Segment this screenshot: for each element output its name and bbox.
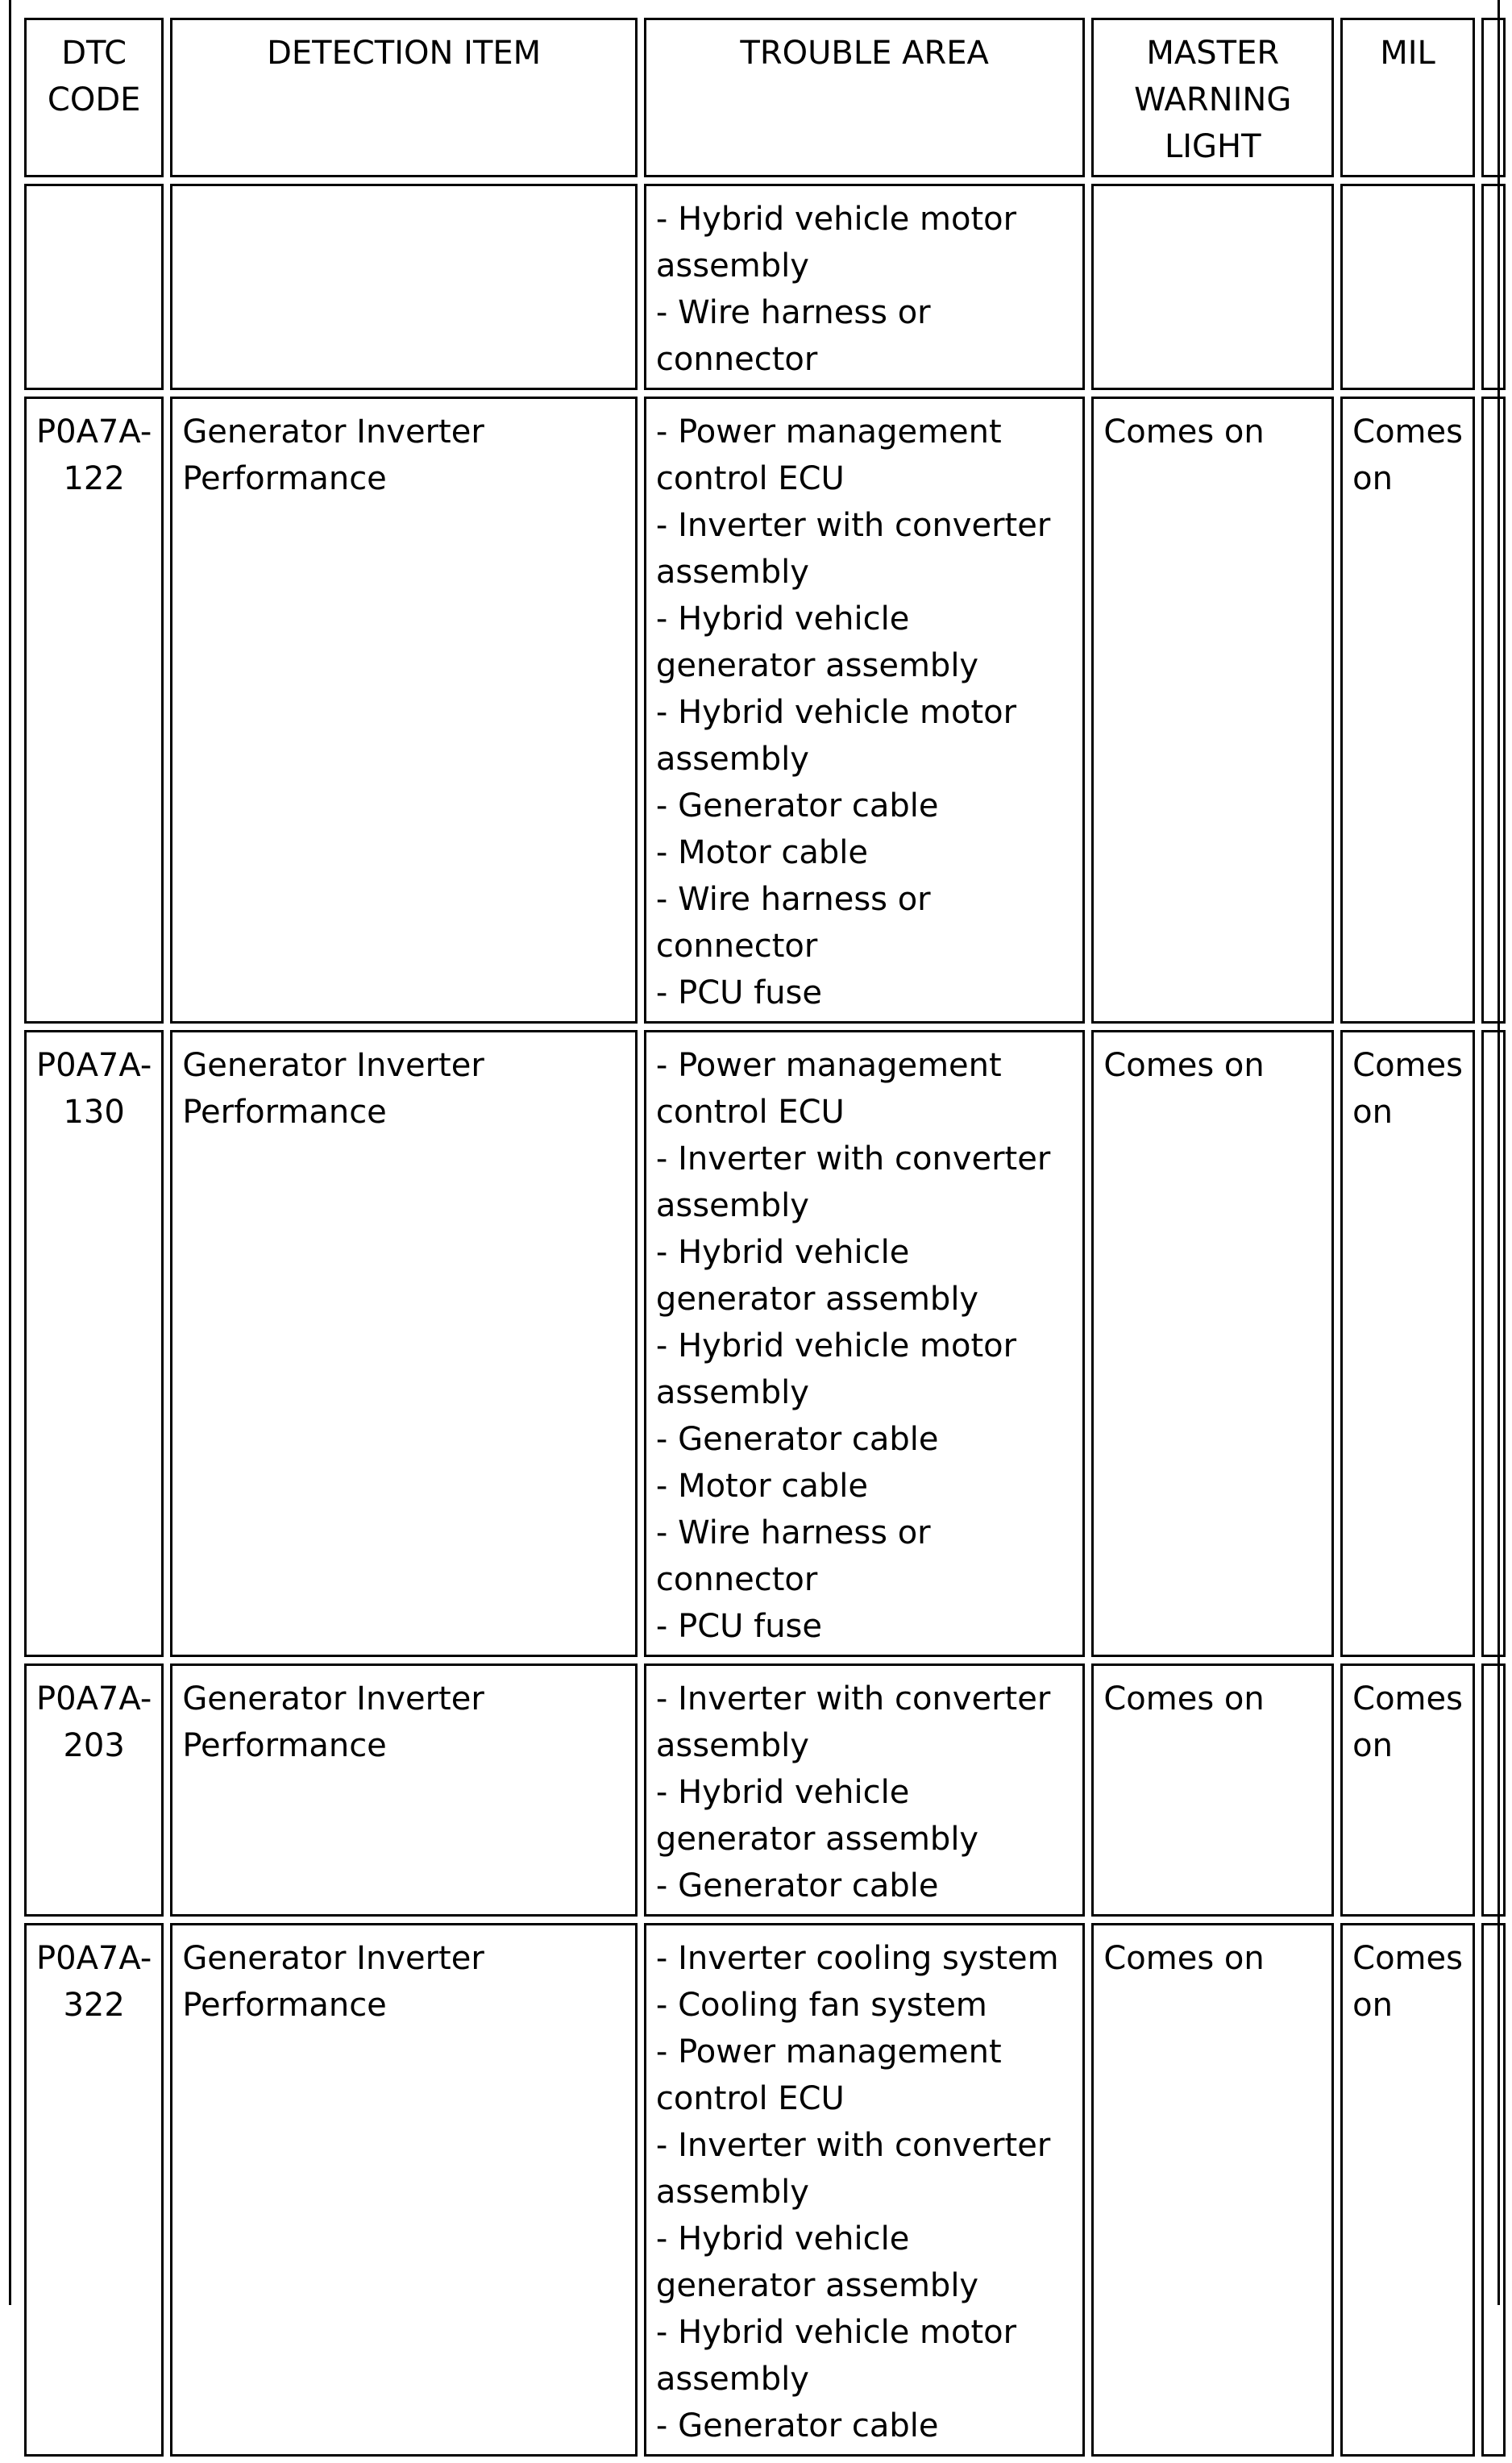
mil-cell [1340, 184, 1475, 390]
trouble-area-line: - Generator cable [655, 2407, 939, 2444]
dtc-code-cell: P0A7A-203 [24, 1663, 164, 1917]
master-warning-light-cell: Comes on [1091, 1923, 1334, 2457]
dtc-code-cell [24, 184, 164, 390]
trouble-area-line: - Wire harness or connector [655, 1514, 931, 1598]
cut-off-cell [1481, 184, 1506, 390]
header-master-warning-light: MASTER WARNING LIGHT [1091, 18, 1334, 177]
page-left-border [9, 0, 11, 2305]
trouble-area-line: - Hybrid vehicle generator assembly [655, 1774, 979, 1858]
trouble-area-cell [644, 184, 1085, 390]
trouble-area-line: - Power management control ECU [655, 2033, 1002, 2117]
trouble-area-line: - Inverter with converter assembly [655, 2127, 1051, 2211]
trouble-area-cell [644, 1030, 1085, 1657]
mil-cell: Comes on [1340, 1030, 1475, 1657]
trouble-area-line: - Hybrid vehicle motor assembly [655, 201, 1017, 285]
trouble-area-line: - Hybrid vehicle generator assembly [655, 600, 979, 684]
master-warning-light-cell: Comes on [1091, 1030, 1334, 1657]
trouble-area-line: - Wire harness or connector [655, 294, 931, 378]
cut-off-cell [1481, 1663, 1506, 1917]
detection-item-cell: Generator Inverter Performance [170, 1030, 638, 1657]
master-warning-light-cell: Comes on [1091, 397, 1334, 1024]
trouble-area-line: - Inverter with converter assembly [655, 507, 1051, 591]
mil-cell: Comes on [1340, 397, 1475, 1024]
trouble-area-line: - Generator cable [655, 787, 939, 824]
trouble-area-line: - Hybrid vehicle generator assembly [655, 2220, 979, 2304]
trouble-area-line: - Power management control ECU [655, 413, 1002, 497]
header-mil: MIL [1340, 18, 1475, 177]
trouble-area-cell [644, 1923, 1085, 2457]
header-trouble-area: TROUBLE AREA [644, 18, 1085, 177]
trouble-area-line: - Motor cable [655, 1468, 868, 1505]
trouble-area-line: - Generator cable [655, 1421, 939, 1458]
table-row-continuation [24, 184, 1506, 390]
cut-off-cell [1481, 1030, 1506, 1657]
master-warning-light-cell [1091, 184, 1334, 390]
detection-item-cell [170, 184, 638, 390]
dtc-code-cell: P0A7A-122 [24, 397, 164, 1024]
table-row [24, 1923, 1506, 2457]
trouble-area-line: - Inverter cooling system [655, 1940, 1059, 1977]
table-row [24, 1663, 1506, 1917]
trouble-area-line: - Motor cable [655, 834, 868, 871]
trouble-area-line: - Cooling fan system [655, 1987, 987, 2024]
mil-cell: Comes on [1340, 1923, 1475, 2457]
trouble-area-line: - Wire harness or connector [655, 881, 931, 965]
detection-item-cell: Generator Inverter Performance [170, 1923, 638, 2457]
trouble-area-line: - Hybrid vehicle motor assembly [655, 694, 1017, 778]
trouble-area-line: - PCU fuse [655, 974, 822, 1011]
trouble-area-line: - Power management control ECU [655, 1047, 1002, 1131]
trouble-area-line: - PCU fuse [655, 1608, 822, 1645]
detection-item-cell: Generator Inverter Performance [170, 1663, 638, 1917]
master-warning-light-cell: Comes on [1091, 1663, 1334, 1917]
trouble-area-line: - Generator cable [655, 1867, 939, 1904]
detection-item-cell: Generator Inverter Performance [170, 397, 638, 1024]
header-detection-item: DETECTION ITEM [170, 18, 638, 177]
trouble-area-line: - Hybrid vehicle motor assembly [655, 2314, 1017, 2398]
trouble-area-line: - Hybrid vehicle generator assembly [655, 1234, 979, 1318]
dtc-table [18, 11, 1512, 2463]
cut-off-cell [1481, 1923, 1506, 2457]
table-header-row [24, 18, 1506, 177]
dtc-code-cell: P0A7A-322 [24, 1923, 164, 2457]
dtc-code-cell: P0A7A-130 [24, 1030, 164, 1657]
trouble-area-cell [644, 1663, 1085, 1917]
trouble-area-line: - Inverter with converter assembly [655, 1140, 1051, 1224]
header-cut-off-column [1481, 18, 1506, 177]
trouble-area-line: - Inverter with converter assembly [655, 1680, 1051, 1764]
cut-off-cell [1481, 397, 1506, 1024]
table-row [24, 1030, 1506, 1657]
mil-cell: Comes on [1340, 1663, 1475, 1917]
table-row [24, 397, 1506, 1024]
header-dtc-code: DTC CODE [24, 18, 164, 177]
trouble-area-cell [644, 397, 1085, 1024]
trouble-area-line: - Hybrid vehicle motor assembly [655, 1327, 1017, 1411]
